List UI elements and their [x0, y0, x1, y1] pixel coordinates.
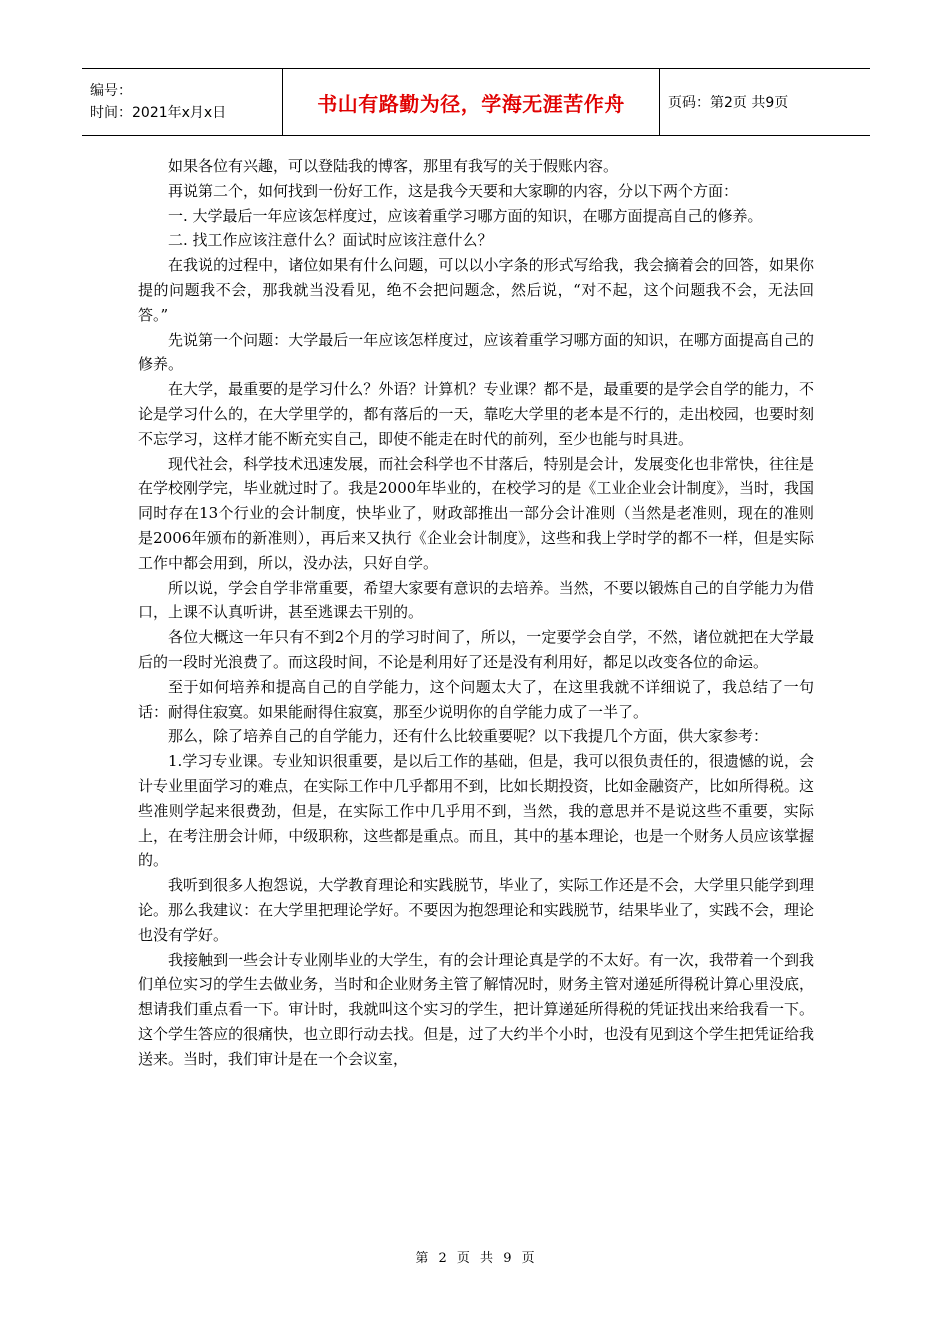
paragraph: 各位大概这一年只有不到2个月的学习时间了，所以，一定要学会自学，不然，诸位就把在大学最后的一段时光浪费了。而这段时间，不论是利用好了还是没有利用好，都足以改变各位的命运。: [138, 628, 814, 671]
paragraph: 我听到很多人抱怨说，大学教育理论和实践脱节，毕业了，实际工作还是不会，大学里只能学到理论。那么我建议：在大学里把理论学好。不要因为抱怨理论和实践脱节，结果毕业了，实践不会，理论也没有学好。: [138, 876, 814, 944]
serial-number-label: 编号：: [90, 83, 132, 99]
paragraph: 现代社会，科学技术迅速发展，而社会科学也不甘落后，特别是会计，发展变化也非常快，往往是在学校刚学完，毕业就过时了。我是2000年毕业的，在校学习的是《工业企业会计制度》，当时，我国同时存在13个行业的会计制度，快毕业了，财政部推出一部分会计准则（当然是老准则，现在的准则是2006年颁布的新准则），再后来又执行《企业会计制度》，这些和我上学时学的都不一样，但是实际工作中都会用到，所以，没办法，只好自学。: [138, 454, 814, 572]
paragraph: 所以说，学会自学非常重要，希望大家要有意识的去培养。当然，不要以锻炼自己的自学能力为借口，上课不认真听讲，甚至逃课去干别的。: [138, 578, 814, 622]
header-motto-cell: [282, 69, 660, 135]
document-body: [138, 154, 814, 1071]
paragraph: 在大学，最重要的是学习什么？外语？计算机？专业课？都不是，最重要的是学会自学的能力，不论是学习什么的，在大学里学的，都有落后的一天，靠吃大学里的老本是不行的，走出校园，也要时刻不忘学习，这样才能不断充实自己，即使不能走在时代的前列，至少也能与时具进。: [138, 380, 814, 448]
paragraph: 再说第二个，如何找到一份好工作，这是我今天要和大家聊的内容，分以下两个方面：: [168, 181, 739, 200]
page-info: 页码：第2页 共9页: [668, 95, 789, 111]
footer-page-number: 第 2 页 共 9 页: [415, 1251, 535, 1266]
paragraph: 如果各位有兴趣，可以登陆我的博客，那里有我写的关于假账内容。: [168, 157, 619, 175]
header-meta: [82, 69, 282, 135]
paragraph: 一. 大学最后一年应该怎样度过，应该着重学习哪方面的知识，在哪方面提高自己的修养。: [168, 206, 763, 225]
page-footer: [0, 1247, 950, 1266]
paragraph: 1.学习专业课。专业知识很重要，是以后工作的基础，但是，我可以很负责任的，很遗憾的说，会计专业里面学习的难点，在实际工作中几乎都用不到，比如长期投资，比如金融资产，比如所得税。这些准则学起来很费劲，但是，在实际工作中几乎用不到，当然，我的意思并不是说这些不重要，实际上，在考注册会计师，中级职称，这些都是重点。而且，其中的基本理论，也是一个财务人员应该掌握的。: [138, 752, 814, 870]
date-label: 时间：2021年x月x日: [90, 105, 227, 121]
page-header: [82, 68, 870, 136]
paragraph: 至于如何培养和提高自己的自学能力，这个问题太大了，在这里我就不详细说了，我总结了一句话：耐得住寂寞。如果能耐得住寂寞，那至少说明你的自学能力成了一半了。: [138, 677, 814, 721]
paragraph: 在我说的过程中，诸位如果有什么问题，可以以小字条的形式写给我，我会摘着会的回答，如果你提的问题我不会，那我就当没看见，绝不会把问题念，然后说，“对不起，这个问题我不会，无法回答。”: [138, 256, 814, 324]
paragraph: 那么，除了培养自己的自学能力，还有什么比较重要呢？以下我提几个方面，供大家参考：: [168, 727, 769, 746]
paragraph: 我接触到一些会计专业刚毕业的大学生，有的会计理论真是学的不太好。有一次，我带着一个到我们单位实习的学生去做业务，当时和企业财务主管了解情况时，财务主管对递延所得税计算心里没底，想请我们重点看一下。审计时，我就叫这个实习的学生，把计算递延所得税的凭证找出来给我看一下。这个学生答应的很痛快，也立即行动去找。但是，过了大约半个小时，也没有见到这个学生把凭证给我送来。当时，我们审计是在一个会议室，: [138, 950, 814, 1068]
paragraph: 先说第一个问题：大学最后一年应该怎样度过，应该着重学习哪方面的知识，在哪方面提高自己的修养。: [138, 330, 814, 374]
paragraph: 二. 找工作应该注意什么？面试时应该注意什么？: [168, 231, 493, 250]
motto-text: 书山有路勤为径，学海无涯苦作舟: [317, 91, 625, 116]
header-page-info-cell: [660, 69, 870, 135]
